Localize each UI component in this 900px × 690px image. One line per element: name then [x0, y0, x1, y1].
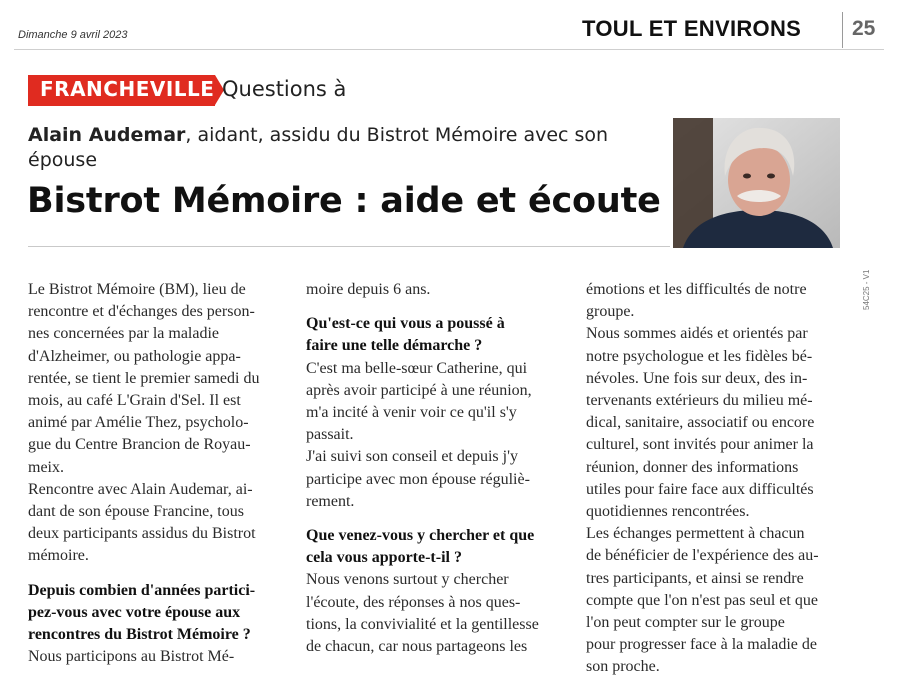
text-line: dant de son épouse Francine, tous — [28, 503, 244, 521]
text-line: compte que l'on n'est pas seul et que — [586, 591, 818, 609]
publication-date: Dimanche 9 avril 2023 — [18, 29, 128, 41]
interview-question — [306, 313, 563, 357]
text-line: J'ai suivi son conseil et depuis j'y — [306, 448, 518, 466]
text-line: C'est ma belle-sœur Catherine, qui — [306, 359, 528, 377]
text-line: moire depuis 6 ans. — [306, 281, 431, 298]
text-line: tervenants extérieurs du milieu mé- — [586, 392, 813, 410]
text-column-2 — [306, 279, 563, 658]
text-column-3 — [586, 279, 843, 679]
text-line: de chacun, car nous partageons les — [306, 638, 528, 656]
text-line: dical, sanitaire, associatif ou encore — [586, 414, 815, 432]
text-line: utiles pour faire face aux difficultés — [586, 480, 814, 498]
location-tag: FRANCHEVILLE — [40, 77, 215, 101]
paragraph-gap — [306, 301, 563, 313]
text-line: névoles. Une fois sur deux, des in- — [586, 369, 808, 387]
text-line: mémoire. — [28, 547, 89, 565]
body-paragraph — [586, 523, 843, 678]
text-line: culturel, sont invités pour animer la — [586, 436, 814, 454]
text-line: groupe. — [586, 303, 635, 321]
intro-text-line1: , aidant, assidu du Bistrot Mémoire avec son — [185, 124, 609, 146]
headline-rule — [28, 246, 670, 247]
body-paragraph — [586, 323, 843, 523]
photo-reference-code: 54C25 - V1 — [862, 269, 871, 310]
text-line: participe avec mon épouse réguliè- — [306, 470, 530, 488]
text-line: faire une telle démarche ? — [306, 337, 483, 355]
headline: Bistrot Mémoire : aide et écoute — [27, 181, 661, 221]
text-line: rencontre et d'échanges des person- — [28, 303, 255, 321]
text-line: Rencontre avec Alain Audemar, ai- — [28, 480, 253, 498]
portrait-photo — [673, 118, 840, 248]
text-line: quotidiennes rencontrées. — [586, 503, 750, 521]
text-line: nes concernées par la maladie — [28, 325, 220, 343]
kicker: Questions à — [222, 77, 347, 101]
text-line: Nous venons surtout y chercher — [306, 571, 509, 589]
text-line: Les échanges permettent à chacun — [586, 525, 805, 543]
text-line: gue du Centre Brancion de Royau- — [28, 436, 251, 454]
body-paragraph — [28, 479, 285, 568]
text-line: Le Bistrot Mémoire (BM), lieu de — [28, 281, 246, 298]
text-line: d'Alzheimer, ou pathologie appa- — [28, 347, 241, 365]
text-line: deux participants assidus du Bistrot — [28, 525, 256, 543]
header-divider — [842, 12, 843, 48]
text-line: après avoir participé à une réunion, — [306, 381, 532, 399]
page-number: 25 — [852, 17, 876, 40]
text-line: mois, au café L'Grain d'Sel. Il est — [28, 392, 241, 410]
text-column-1 — [28, 279, 285, 668]
text-line: Nous sommes aidés et orientés par — [586, 325, 808, 343]
text-line: passait. — [306, 426, 354, 444]
text-line: tions, la convivialité et la gentillesse — [306, 615, 539, 633]
body-paragraph — [306, 446, 563, 513]
paragraph-gap — [306, 513, 563, 525]
header-rule — [14, 49, 884, 50]
paragraph-gap — [28, 568, 285, 580]
text-line: Que venez-vous y chercher et que — [306, 527, 535, 545]
text-line: réunion, donner des informations — [586, 458, 799, 476]
text-line: cela vous apporte-t-il ? — [306, 549, 462, 567]
text-line: m'a incité à venir voir ce qu'il s'y — [306, 404, 517, 422]
text-line: rencontres du Bistrot Mémoire ? — [28, 626, 251, 644]
body-paragraph — [586, 279, 843, 323]
text-line: son proche. — [586, 658, 660, 676]
body-paragraph — [306, 279, 563, 301]
body-paragraph — [306, 358, 563, 447]
body-paragraph — [306, 569, 563, 658]
text-line: pour progresser face à la maladie de — [586, 636, 817, 654]
body-paragraph — [28, 279, 285, 479]
text-line: animé par Amélie Thez, psycholo- — [28, 414, 249, 432]
body-paragraph — [28, 646, 285, 668]
text-line: l'on peut compter sur le groupe — [586, 614, 785, 632]
intro-text-line2: épouse — [28, 149, 98, 171]
text-line: émotions et les difficultés de notre — [586, 281, 807, 298]
text-line: Qu'est-ce qui vous a poussé à — [306, 315, 505, 333]
text-line: de bénéficier de l'expérience des au- — [586, 547, 819, 565]
text-line: pez-vous avec votre épouse aux — [28, 603, 241, 621]
intro — [28, 123, 668, 173]
text-line: notre psychologue et les fidèles bé- — [586, 347, 813, 365]
text-line: tres participants, et ainsi se rendre — [586, 569, 804, 587]
text-line: meix. — [28, 458, 64, 476]
intro-name: Alain Audemar — [28, 124, 186, 146]
text-line: Depuis combien d'années partici- — [28, 581, 256, 599]
text-line: l'écoute, des réponses à nos ques- — [306, 593, 521, 611]
text-line: rement. — [306, 492, 355, 510]
text-line: rentée, se tient le premier samedi du — [28, 369, 260, 387]
section-title: TOUL ET ENVIRONS — [582, 16, 802, 41]
interview-question — [306, 525, 563, 569]
interview-question — [28, 580, 285, 647]
text-line: Nous participons au Bistrot Mé- — [28, 648, 235, 666]
